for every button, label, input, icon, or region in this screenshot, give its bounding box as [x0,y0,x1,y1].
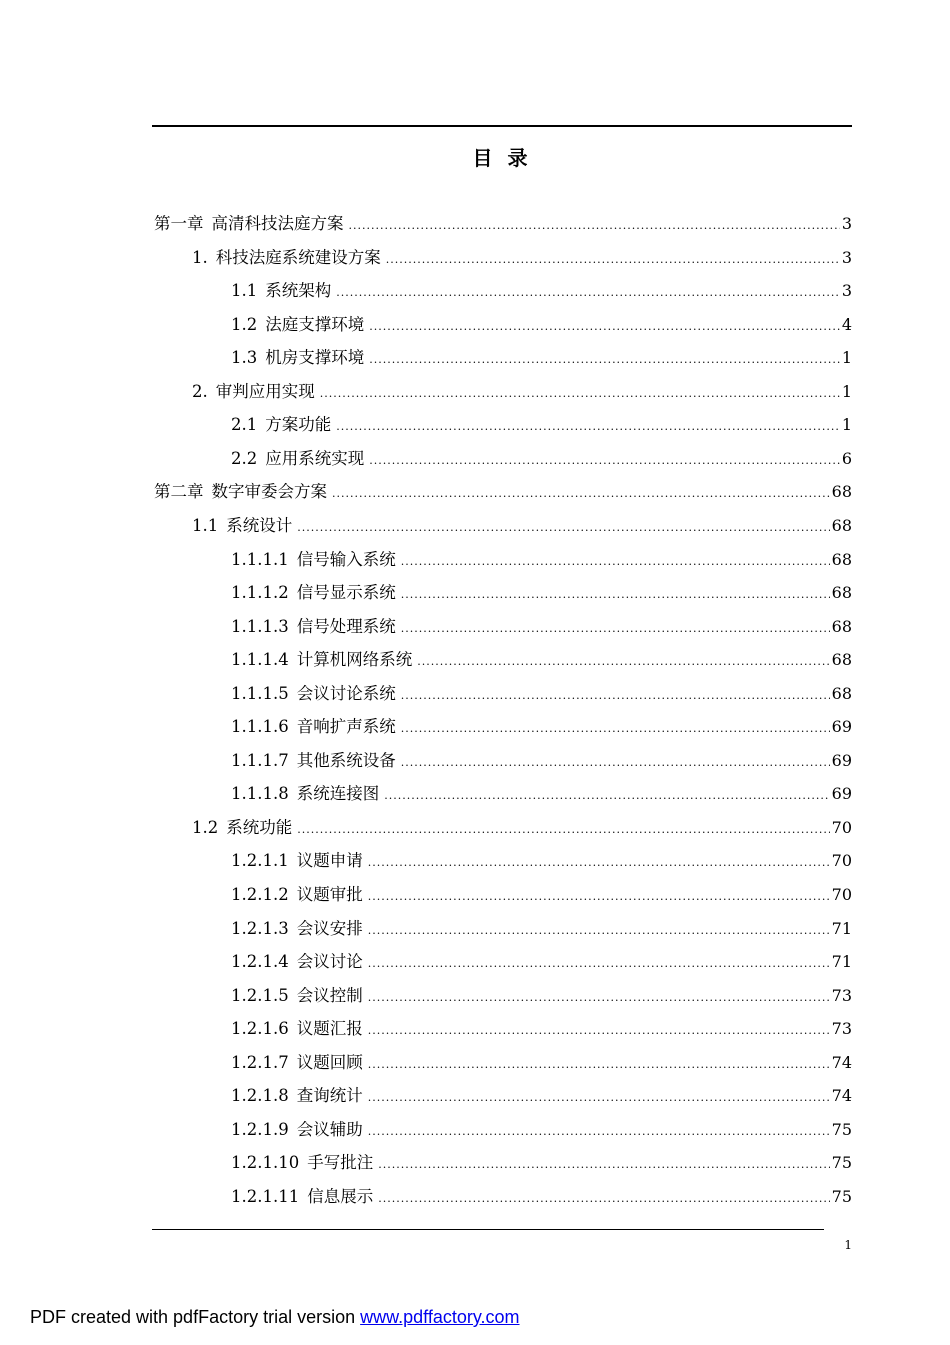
toc-entry-title: 系统连接图 [296,784,380,804]
toc-entry-title: 审判应用实现 [215,381,315,401]
toc-entry[interactable] [231,749,852,773]
toc-entry[interactable] [231,615,852,639]
toc-entry[interactable] [231,413,852,437]
toc-entry[interactable] [231,950,852,974]
toc-entry[interactable] [231,883,852,907]
toc-dot-leader [332,482,830,506]
toc-entry-title: 系统设计 [226,515,293,535]
toc-dot-leader [384,784,829,808]
toc-entry-title: 系统功能 [226,817,293,837]
toc-entry-number: 1.2 [192,817,219,837]
toc-entry[interactable] [231,917,852,941]
toc-dot-leader [320,382,840,406]
toc-entry-title: 会议讨论 [296,952,363,972]
toc-entry-page: 74 [831,1086,852,1106]
toc-entry-page: 68 [831,583,852,603]
toc-entry-title: 音响扩声系统 [296,717,396,737]
toc-dot-leader [297,516,829,540]
toc-entry-title: 会议控制 [296,985,363,1005]
toc-dot-leader [368,851,830,875]
toc-dot-leader [369,348,840,372]
toc-entry-number: 1.2.1.1 [231,851,289,871]
toc-entry-number: 2.1 [231,415,258,435]
toc-dot-leader [368,919,830,943]
pdf-watermark-footer [30,1307,520,1328]
toc-entry-number: 1.1.1.1 [231,549,289,569]
toc-entry[interactable] [231,346,852,370]
toc-entry-number: 第一章 [154,214,204,233]
toc-entry-number: 1.2.1.9 [231,1119,289,1139]
toc-entry-number: 1. [192,247,208,267]
toc-entry-page: 3 [841,281,852,301]
toc-entry-title: 议题回顾 [296,1052,363,1072]
toc-entry-number: 1.1.1.7 [231,750,289,770]
toc-entry[interactable] [231,1017,852,1041]
toc-dot-leader [401,684,830,708]
toc-entry[interactable] [231,447,852,471]
toc-entry-number: 2.2 [231,448,258,468]
toc-entry-title: 会议讨论系统 [296,683,396,703]
toc-entry[interactable] [231,984,852,1008]
toc-dot-leader [368,986,830,1010]
toc-entry-page: 75 [831,1153,852,1173]
toc-entry[interactable] [231,782,852,806]
toc-entry-page: 70 [831,851,852,871]
toc-dot-leader [368,1019,830,1043]
toc-entry-title: 会议辅助 [296,1119,363,1139]
toc-entry[interactable] [231,1151,852,1175]
toc-entry[interactable] [231,1051,852,1075]
toc-entry[interactable] [231,1084,852,1108]
toc-entry-page: 1 [841,381,852,401]
toc-entry-page: 68 [831,549,852,569]
toc-dot-leader [368,1053,830,1077]
toc-entry-page: 1 [841,348,852,368]
toc-entry[interactable] [192,816,852,840]
toc-entry-page: 3 [841,214,852,233]
toc-dot-leader [368,1086,830,1110]
toc-entry-title: 手写批注 [307,1153,374,1173]
toc-entry-page: 69 [831,717,852,737]
toc-entry[interactable] [192,514,852,538]
toc-entry[interactable] [231,1118,852,1142]
toc-entry-page: 70 [831,885,852,904]
toc-entry-title: 计算机网络系统 [296,650,413,670]
toc-entry-number: 1.3 [231,348,258,368]
toc-entry[interactable] [231,1185,852,1209]
toc-entry-title: 应用系统实现 [265,448,365,468]
toc-entry-page: 75 [831,1186,852,1206]
toc-entry-title: 数字审委会方案 [211,482,327,502]
toc-entry-page: 73 [831,1019,852,1039]
toc-entry[interactable] [192,246,852,270]
toc-entry[interactable] [231,548,852,572]
toc-entry-title: 议题汇报 [296,1019,363,1039]
toc-entry-number: 1.2.1.10 [231,1153,300,1173]
pdffactory-link[interactable]: www.pdffactory.com [360,1307,520,1327]
toc-dot-leader [369,315,840,339]
toc-entry-number: 1.2.1.8 [231,1086,289,1106]
toc-dot-leader [369,449,840,473]
toc-entry-number: 第二章 [154,482,204,502]
toc-entry-number: 1.2.1.4 [231,952,289,972]
toc-dot-leader [378,1187,829,1211]
toc-entry-title: 议题审批 [296,885,363,904]
toc-entry-number: 2. [192,381,208,401]
toc-entry-number: 1.2.1.2 [231,885,289,904]
toc-dot-leader [336,415,840,439]
toc-dot-leader [401,583,830,607]
toc-entry-page: 3 [841,247,852,267]
toc-entry-title: 信号显示系统 [296,583,396,603]
toc-entry-page: 71 [831,918,852,938]
toc-entry-page: 68 [831,482,852,502]
toc-entry-title: 信号处理系统 [296,616,396,636]
toc-dot-leader [401,617,830,641]
toc-entry-page: 6 [841,448,852,468]
toc-entry-number: 1.1.1.2 [231,583,289,603]
toc-entry[interactable] [231,313,852,337]
toc-entry-page: 68 [831,683,852,703]
toc-entry[interactable] [231,648,852,672]
toc-entry-page: 1 [841,415,852,435]
toc-entry[interactable] [231,581,852,605]
toc-entry-title: 会议安排 [296,918,363,938]
toc-entry-page: 68 [831,515,852,535]
toc-entry-title: 高清科技法庭方案 [211,214,344,233]
toc-entry-page: 74 [831,1052,852,1072]
toc-entry-number: 1.2.1.11 [231,1186,300,1206]
toc-entry-page: 71 [831,952,852,972]
toc-entry-title: 信号输入系统 [296,549,396,569]
toc-entry-number: 1.1.1.4 [231,650,289,670]
toc-entry-page: 75 [831,1119,852,1139]
footer-text: PDF created with pdfFactory trial version [30,1307,361,1327]
toc-entry-number: 1.1.1.5 [231,683,289,703]
toc-dot-leader [368,952,830,976]
toc-entry-title: 其他系统设备 [296,750,396,770]
toc-entry-page: 73 [831,985,852,1005]
toc-entry-number: 1.2.1.6 [231,1019,289,1039]
toc-entry-number: 1.2 [231,314,258,334]
toc-entry[interactable] [231,682,852,706]
toc-entry-number: 1.2.1.3 [231,918,289,938]
toc-entry[interactable] [192,380,852,404]
page-number: 1 [844,1238,852,1252]
toc-entry-page: 68 [831,616,852,636]
bottom-divider [152,1229,824,1230]
toc-entry-number: 1.1.1.3 [231,616,289,636]
toc-entry[interactable] [231,849,852,873]
toc-dot-leader [378,1153,829,1177]
toc-entry-title: 方案功能 [265,415,332,435]
toc-entry-title: 系统架构 [265,281,332,301]
toc-entry-page: 69 [831,784,852,804]
toc-entry-number: 1.1.1.8 [231,784,289,804]
toc-dot-leader [386,248,840,272]
toc-entry-number: 1.1 [192,515,219,535]
toc-entry-page: 69 [831,750,852,770]
toc-entry-number: 1.2.1.7 [231,1052,289,1072]
toc-title: 目 录 [472,146,532,170]
toc-entry-page: 70 [831,817,852,837]
toc-entry[interactable] [231,715,852,739]
toc-entry-number: 1.1 [231,281,258,301]
toc-dot-leader [401,717,830,741]
toc-dot-leader [349,214,840,238]
toc-dot-leader [368,885,830,909]
toc-entry[interactable] [154,480,852,504]
toc-dot-leader [401,751,830,775]
toc-entry-title: 法庭支撑环境 [265,314,365,334]
toc-dot-leader [417,650,829,674]
toc-dot-leader [368,1120,830,1144]
toc-entry-page: 4 [841,314,852,334]
toc-entry-title: 议题申请 [296,851,363,871]
toc-entry[interactable] [154,212,852,236]
toc-entry-title: 查询统计 [296,1086,363,1106]
toc-entry-title: 信息展示 [307,1186,374,1206]
toc-dot-leader [401,550,830,574]
toc-dot-leader [336,281,840,305]
toc-dot-leader [297,818,829,842]
toc-entry[interactable] [231,279,852,303]
toc-entry-page: 68 [831,650,852,670]
toc-entry-title: 科技法庭系统建设方案 [215,247,381,267]
toc-entry-title: 机房支撑环境 [265,348,365,368]
toc-entry-number: 1.1.1.6 [231,717,289,737]
toc-entry-number: 1.2.1.5 [231,985,289,1005]
